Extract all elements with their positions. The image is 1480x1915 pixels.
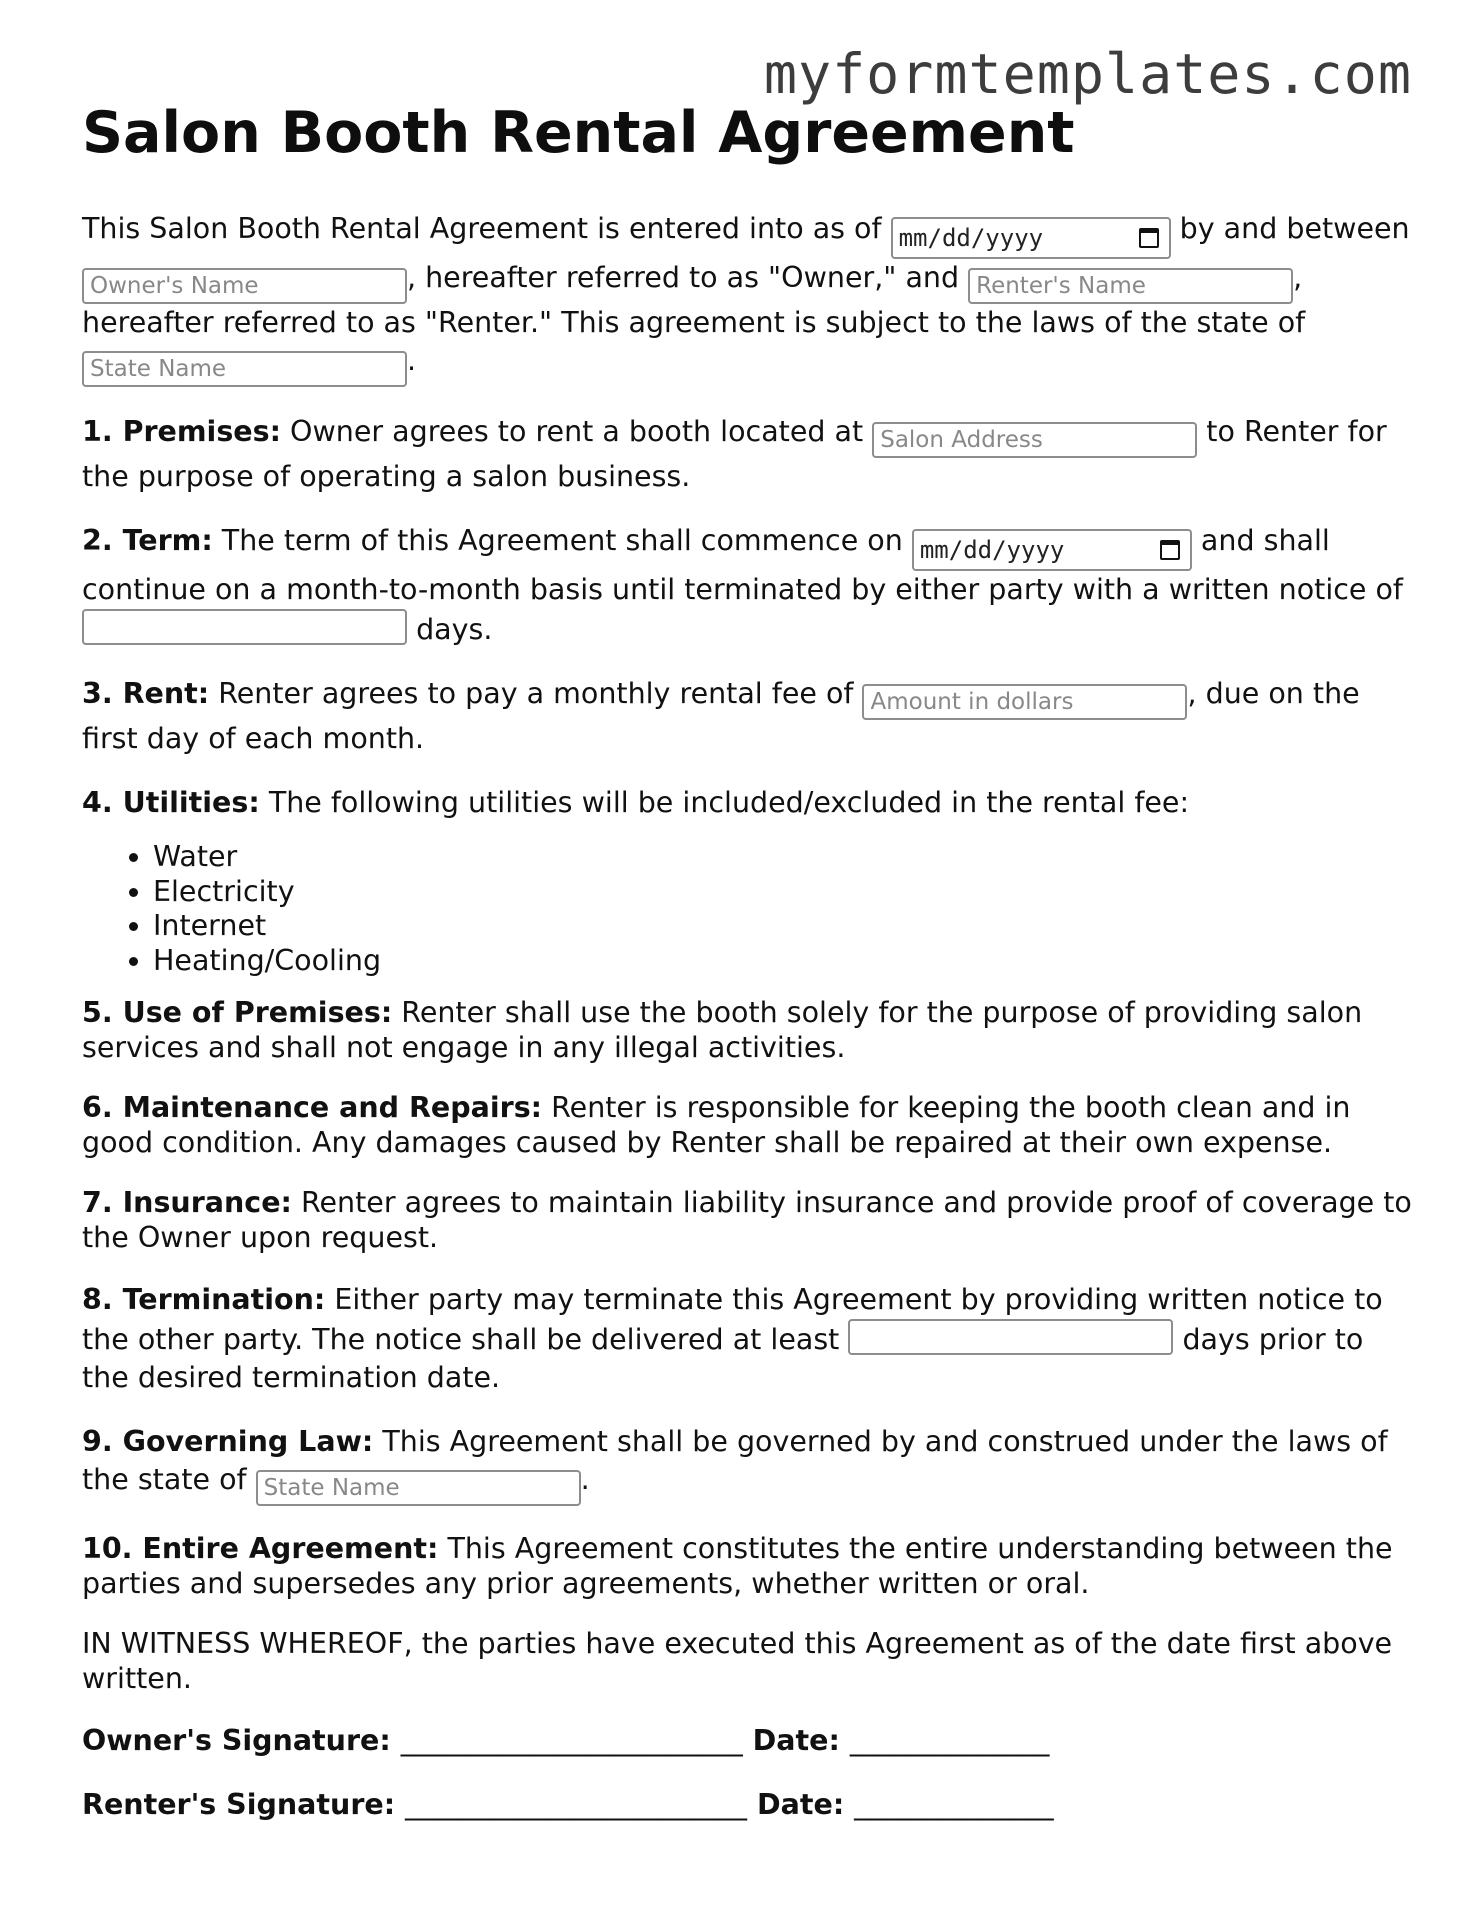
site-watermark: myformtemplates.com [763,42,1412,106]
agreement-date-input[interactable] [891,217,1171,259]
section-text: The term of this Agreement shall commence on [221,524,903,557]
intro-paragraph [82,210,1412,387]
date-placeholder: mm/dd/yyyy [919,536,1065,564]
section-text: . [580,1463,590,1496]
date-placeholder: mm/dd/yyyy [898,224,1044,252]
list-item: • Internet [153,909,1412,944]
agreement-body [82,210,1412,1850]
calendar-icon[interactable] [1160,540,1180,560]
section-heading: 8. Termination: [82,1283,326,1316]
section-heading: 4. Utilities: [82,786,260,819]
witness-statement: IN WITNESS WHEREOF, the parties have executed this Agreement as of the date first above written. [82,1627,1393,1695]
intro-text: by and between [1179,212,1410,245]
page-title: Salon Booth Rental Agreement [82,100,1075,166]
governing-state-input[interactable]: State Name [256,1470,581,1506]
section-text: This Agreement shall be governed by and construed under the laws of the state of [82,1425,1388,1496]
section-heading: 2. Term: [82,524,213,557]
section-text: Either party may terminate this Agreement by providing written notice to the other party. The notice shall be delivered at least [82,1283,1383,1356]
section-heading: 9. Governing Law: [82,1425,374,1458]
intro-text: This Salon Booth Rental Agreement is entered into as of [82,212,882,245]
section-utilities [82,784,1412,822]
section-heading: 7. Insurance: [82,1186,292,1219]
intro-text: , hereafter referred to as "Renter." This agreement is subject to the laws of the state of [82,261,1306,339]
renter-signature-label: Renter's Signature: [82,1788,396,1821]
list-item: • Water [153,840,1412,875]
section-termination [82,1281,1412,1397]
section-heading: 10. Entire Agreement: [82,1532,439,1565]
owner-signature-row [82,1722,1412,1760]
section-insurance [82,1186,1412,1255]
section-heading: 6. Maintenance and Repairs: [82,1091,543,1124]
list-item: • Electricity [153,875,1412,910]
section-text: Renter is responsible for keeping the booth clean and in good condition. Any damages caused by Renter shall be repaired at their own expense. [82,1091,1351,1159]
renter-signature-line[interactable]: ________________________ [405,1788,748,1821]
section-text: , due on the first day of each month. [82,677,1360,755]
calendar-icon[interactable] [1139,228,1159,248]
section-text: and shall continue on a month-to-month basis until terminated by either party with a written notice of [82,524,1403,606]
section-text: days prior to the desired termination date. [82,1323,1364,1394]
utilities-list [82,840,1412,978]
section-text: Owner agrees to rent a booth located at [290,415,864,448]
section-use [82,996,1412,1065]
section-text: Renter agrees to maintain liability insurance and provide proof of coverage to the Owner upon request. [82,1186,1412,1254]
intro-text: . [407,344,417,377]
section-text: Renter agrees to pay a monthly rental fee of [218,677,854,710]
renter-date-line[interactable]: ______________ [854,1788,1054,1821]
state-name-input[interactable]: State Name [82,351,407,387]
section-text: days. [416,613,493,646]
renter-date-label: Date: [756,1788,845,1821]
section-rent [82,675,1412,758]
section-entire-agreement [82,1532,1412,1601]
intro-text: , hereafter referred to as "Owner," and [407,261,960,294]
section-premises [82,413,1412,496]
section-text: to Renter for the purpose of operating a salon business. [82,415,1387,493]
commence-date-input[interactable] [912,529,1192,571]
owner-date-label: Date: [752,1724,840,1757]
section-term [82,522,1412,649]
section-text: This Agreement constitutes the entire understanding between the parties and supersedes any prior agreements, whether written or oral. [82,1532,1393,1600]
owner-signature-label: Owner's Signature: [82,1724,391,1757]
owner-name-input[interactable]: Owner's Name [82,268,407,304]
owner-date-line[interactable]: ______________ [849,1724,1050,1757]
rent-amount-input[interactable]: Amount in dollars [862,684,1187,720]
termination-days-input[interactable] [848,1319,1173,1355]
section-maintenance [82,1091,1412,1160]
notice-days-input[interactable] [82,609,407,645]
section-text: Renter shall use the booth solely for the purpose of providing salon services and shall not engage in any illegal activities. [82,996,1363,1064]
section-text: The following utilities will be included/excluded in the rental fee: [268,786,1190,819]
section-heading: 5. Use of Premises: [82,996,393,1029]
section-heading: 1. Premises: [82,415,281,448]
renter-name-input[interactable]: Renter's Name [968,268,1293,304]
list-item: • Heating/Cooling [153,944,1412,979]
renter-signature-row [82,1786,1412,1824]
salon-address-input[interactable]: Salon Address [872,422,1197,458]
owner-signature-line[interactable]: ________________________ [400,1724,743,1757]
section-governing-law [82,1423,1412,1506]
section-heading: 3. Rent: [82,677,210,710]
